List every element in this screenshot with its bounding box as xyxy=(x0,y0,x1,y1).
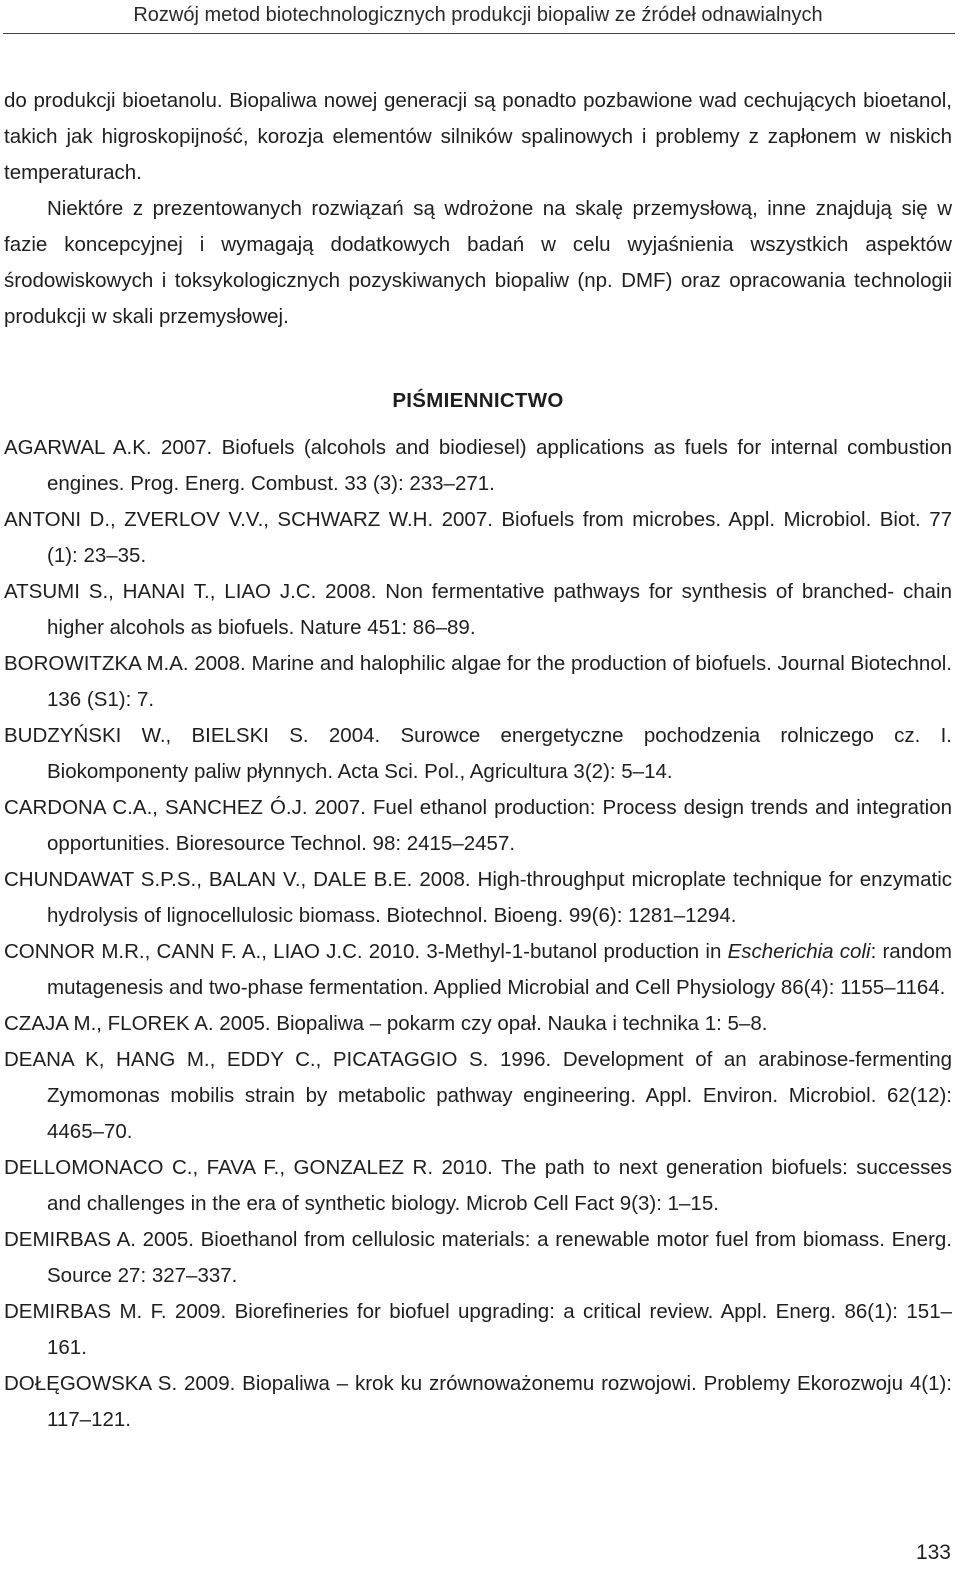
reference-text: BUDZYŃSKI W., BIELSKI S. 2004. Surowce energetyczne pochodzenia rolniczego cz. I. Biokomponenty paliw płynnych. Acta Sci. Pol., Agricultura 3(2): 5–14. xyxy=(4,724,952,783)
reference-text: DELLOMONACO C., FAVA F., GONZALEZ R. 2010. The path to next generation biofuels: successes and challenges in the era of synthetic biology. Microb Cell Fact 9(3): 1–15. xyxy=(4,1156,952,1215)
reference-text-tail: : random mutagenesis and two-phase fermentation. Applied Microbial and Cell Physiology 86(4): 1155–1164. xyxy=(47,940,952,999)
reference-text: CZAJA M., FLOREK A. 2005. Biopaliwa – pokarm czy opał. Nauka i technika 1: 5–8. xyxy=(4,1012,768,1035)
reference-text: ANTONI D., ZVERLOV V.V., SCHWARZ W.H. 2007. Biofuels from microbes. Appl. Microbiol. Biot. 77 (1): 23–35. xyxy=(4,508,952,567)
reference-entry xyxy=(4,1042,952,1150)
reference-entry xyxy=(4,430,952,502)
reference-text: DOŁĘGOWSKA S. 2009. Biopaliwa – krok ku zrównoważonemu rozwojowi. Problemy Ekorozwoju 4(1): 117–121. xyxy=(4,1372,952,1431)
reference-text: ATSUMI S., HANAI T., LIAO J.C. 2008. Non fermentative pathways for synthesis of branched- chain higher alcohols as biofuels. Nature 451: 86–89. xyxy=(4,580,952,639)
reference-text: CONNOR M.R., CANN F. A., LIAO J.C. 2010. 3-Methyl-1-butanol production in xyxy=(4,940,728,963)
reference-entry xyxy=(4,574,952,646)
reference-entry xyxy=(4,934,952,1006)
running-header xyxy=(0,0,960,33)
reference-entry xyxy=(4,1294,952,1366)
reference-text: DEMIRBAS M. F. 2009. Biorefineries for biofuel upgrading: a critical review. Appl. Energ. 86(1): 151–161. xyxy=(4,1300,952,1359)
reference-text: CARDONA C.A., SANCHEZ Ó.J. 2007. Fuel ethanol production: Process design trends and integration opportunities. Bioresource Technol. 98: 2415–2457. xyxy=(4,796,952,855)
reference-entry xyxy=(4,1366,952,1438)
reference-text: DEANA K, HANG M., EDDY C., PICATAGGIO S. 1996. Development of an arabinose-fermenting Zymomonas mobilis strain by metabolic pathway engineering. Appl. Environ. Microbiol. 62(12): 4465–70. xyxy=(4,1048,952,1143)
page-body xyxy=(4,83,952,1438)
reference-entry xyxy=(4,1006,952,1042)
reference-text: BOROWITZKA M.A. 2008. Marine and halophilic algae for the production of biofuels. Journal Biotechnol. 136 (S1): 7. xyxy=(4,652,952,711)
reference-text: AGARWAL A.K. 2007. Biofuels (alcohols and biodiesel) applications as fuels for internal combustion engines. Prog. Energ. Combust. 33 (3): 233–271. xyxy=(4,436,952,495)
running-title: Rozwój metod biotechnologicznych produkcji biopaliw ze źródeł odnawialnych xyxy=(133,4,823,26)
reference-italic-text: Escherichia coli xyxy=(727,940,871,963)
paragraph-conclusion: Niektóre z prezentowanych rozwiązań są wdrożone na skalę przemysłową, inne znajdują się w fazie koncepcyjnej i wymagają dodatkowych badań w celu wyjaśnienia wszystkich aspektów środowiskowych i toksykologicznych pozyskiwanych biopaliw (np. DMF) oraz opracowania technologii produkcji w skali przemysłowej. xyxy=(4,197,952,328)
page-number: 133 xyxy=(915,1541,951,1564)
reference-text: DEMIRBAS A. 2005. Bioethanol from cellulosic materials: a renewable motor fuel from biomass. Energ. Source 27: 327–337. xyxy=(4,1228,952,1287)
section-heading: PIŚMIENNICTWO xyxy=(392,389,564,412)
reference-entry xyxy=(4,502,952,574)
reference-entry xyxy=(4,1150,952,1222)
paragraph-continuation: do produkcji bioetanolu. Biopaliwa nowej generacji są ponadto pozbawione wad cechujących bioetanol, takich jak higroskopijność, korozja elementów silników spalinowych i problemy z zapłonem w niskich temperaturach. xyxy=(4,89,952,184)
reference-entry xyxy=(4,646,952,718)
header-rule xyxy=(3,33,955,34)
reference-list xyxy=(4,430,952,1438)
reference-entry xyxy=(4,790,952,862)
reference-entry xyxy=(4,862,952,934)
reference-entry xyxy=(4,718,952,790)
reference-entry xyxy=(4,1222,952,1294)
reference-text: CHUNDAWAT S.P.S., BALAN V., DALE B.E. 2008. High-throughput microplate technique for enzymatic hydrolysis of lignocellulosic biomass. Biotechnol. Bioeng. 99(6): 1281–1294. xyxy=(4,868,952,927)
